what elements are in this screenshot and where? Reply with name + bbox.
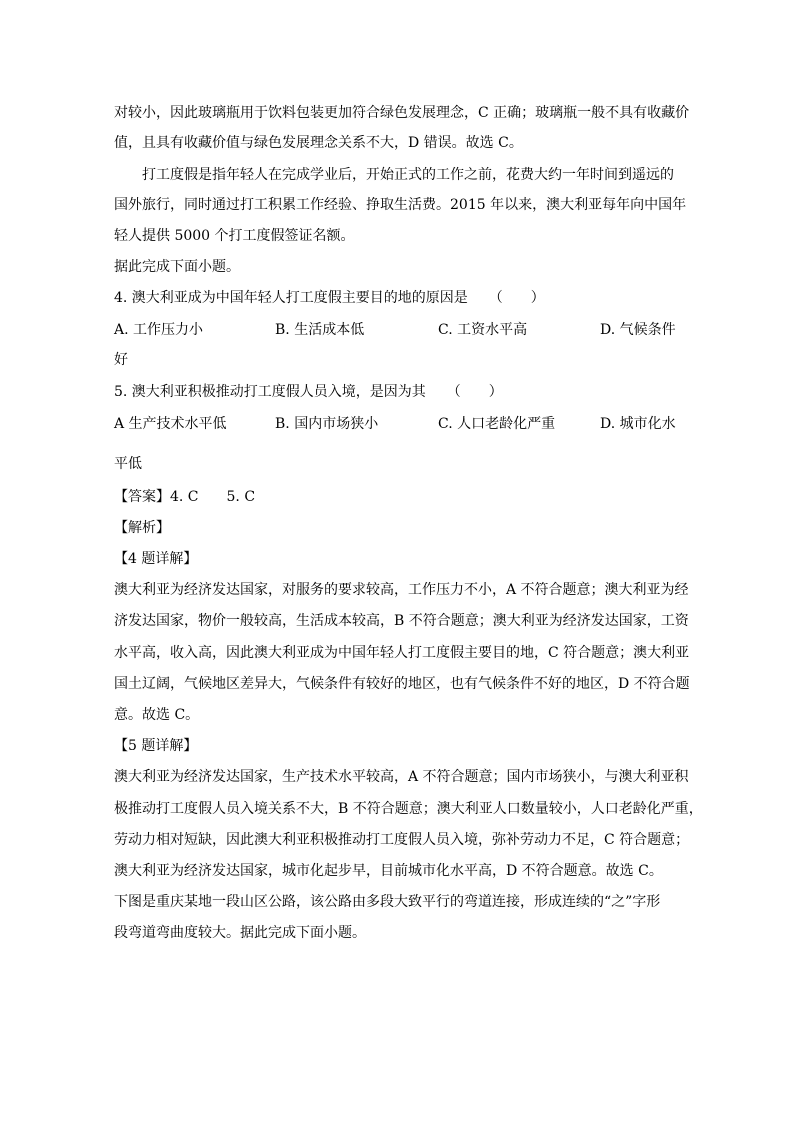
passage-instruction: 据此完成下面小题。 — [114, 259, 240, 275]
detail4-line-2: 济发达国家，物价一般较高，生活成本较高，B 不符合题意；澳大利亚为经济发达国家，工资 — [114, 613, 689, 629]
intro-line-2: 值，且具有收藏价值与绿色发展理念关系不大，D 错误。故选 C。 — [114, 135, 523, 151]
detail5-line-4: 澳大利亚为经济发达国家，城市化起步早，目前城市化水平高，D 不符合题意。故选 C。 — [114, 863, 663, 879]
detail5-line-1: 澳大利亚为经济发达国家，生产技术水平较高，A 不符合题意；国内市场狭小，与澳大利亚积 — [114, 769, 689, 785]
q4-stem: 4. 澳大利亚成为中国年轻人打工度假主要目的地的原因是 （ ） — [114, 290, 545, 306]
q5-option-d-wrap: 平低 — [114, 456, 142, 472]
q4-option-d-wrap: 好 — [114, 352, 128, 368]
detail4-line-1: 澳大利亚为经济发达国家，对服务的要求较高，工作压力不小，A 不符合题意；澳大利亚为经 — [114, 582, 689, 598]
passage-line-2: 国外旅行，同时通过打工积累工作经验、挣取生活费。2015 年以来，澳大利亚每年向中国年 — [114, 197, 687, 213]
detail4-line-5: 意。故选 C。 — [114, 707, 200, 723]
analysis-label: 【解析】 — [114, 520, 170, 536]
q5-option-d: D. 城市化水 — [600, 416, 676, 432]
q5-option-b: B. 国内市场狭小 — [275, 416, 379, 432]
answer-line: 【答案】4. C 5. C — [114, 489, 256, 505]
detail4-heading: 【4 题详解】 — [114, 551, 198, 567]
q5-option-c: C. 人口老龄化严重 — [438, 416, 556, 432]
next-passage-line-2: 段弯道弯曲度较大。据此完成下面小题。 — [114, 925, 366, 941]
detail5-heading: 【5 题详解】 — [114, 738, 198, 754]
intro-line-1: 对较小，因此玻璃瓶用于饮料包装更加符合绿色发展理念，C 正确；玻璃瓶一般不具有收藏价 — [114, 105, 690, 121]
passage-line-1: 打工度假是指年轻人在完成学业后，开始正式的工作之前，花费大约一年时间到遥远的 — [142, 167, 674, 183]
detail5-line-3: 劳动力相对短缺，因此澳大利亚积极推动打工度假人员入境，弥补劳动力不足，C 符合题意； — [114, 832, 690, 848]
q4-option-d: D. 气候条件 — [600, 322, 676, 338]
q5-stem: 5. 澳大利亚积极推动打工度假人员入境，是因为其 （ ） — [114, 384, 503, 400]
next-passage-line-1: 下图是重庆某地一段山区公路，该公路由多段大致平行的弯道连接，形成连续的“之”字形 — [114, 894, 661, 910]
q5-option-a: A 生产技术水平低 — [114, 416, 227, 432]
passage-line-3: 轻人提供 5000 个打工度假签证名额。 — [114, 228, 355, 244]
q4-option-a: A. 工作压力小 — [114, 322, 204, 338]
detail4-line-3: 水平高，收入高，因此澳大利亚成为中国年轻人打工度假主要目的地，C 符合题意；澳大利亚 — [114, 645, 690, 661]
q4-option-b: B. 生活成本低 — [275, 322, 365, 338]
detail4-line-4: 国土辽阔，气候地区差异大，气候条件有较好的地区，也有气候条件不好的地区，D 不符合题 — [114, 676, 690, 692]
q4-option-c: C. 工资水平高 — [438, 322, 528, 338]
detail5-line-2: 极推动打工度假人员入境关系不大，B 不符合题意；澳大利亚人口数量较小，人口老龄化严重， — [114, 801, 703, 817]
